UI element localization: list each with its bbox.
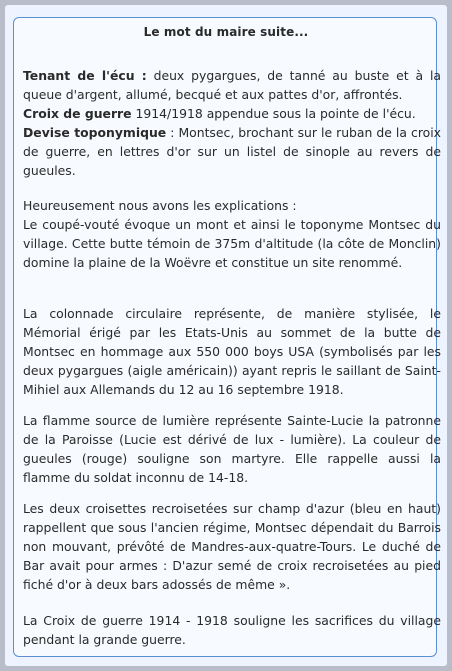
page	[5, 5, 447, 666]
tenants-text: deux pygargues, de tanné au buste et à la queue d'argent, allumé, becqué et aux pattes d'or, affrontés.	[23, 68, 441, 102]
explanations-paragraph: Heureusement nous avons les explications : Le coupé-vouté évoque un mont et ainsi le toponyme Montsec du village. Cette butte témoin de 375m d'altitude (la côte de Monclin) domine la plaine de la Woëvre et constitue un site renommé.	[23, 198, 441, 270]
tenants-label: Tenant de l'écu :	[23, 68, 147, 83]
croisettes-paragraph: Les deux croisettes recroisetées sur champ d'azur (bleu en haut) rappellent que sous l'ancien régime, Montsec dépendait du Barrois non mouvant, prévôté de Mandres-aux-quatre-Tours. Le duché de Bar avait pour armes : D'azur semé de croix recroisetées au pied fiché d'or à deux bars adossés de même ».	[23, 501, 441, 592]
page-title: Le mot du maire suite...	[143, 25, 309, 39]
croix-text: 1914/1918 appendue sous la pointe de l'écu.	[131, 106, 416, 121]
devise-line	[23, 123, 441, 180]
croix-guerre-paragraph: La Croix de guerre 1914 - 1918 souligne les sacrifices du village pendant la grande guerre.	[23, 613, 441, 647]
devise-text: : Montsec, brochant sur le ruban de la croix de guerre, en lettres d'or sur un listel de sinople au revers de gueules.	[23, 125, 441, 178]
devise-label: Devise toponymique	[23, 125, 167, 140]
croix-line	[23, 104, 441, 123]
flamme-paragraph: La flamme source de lumière représente Sainte-Lucie la patronne de la Paroisse (Lucie est dérivé de lux - lumière). La couleur de gueules (rouge) souligne son martyre. Elle rappelle aussi la flamme du soldat inconnu de 14-18.	[23, 413, 441, 485]
heraldry-paragraph	[23, 66, 441, 180]
croix-label: Croix de guerre	[23, 106, 132, 121]
colonnade-paragraph: La colonnade circulaire représente, de manière stylisée, le Mémorial érigé par les Etats-Unis au sommet de la butte de Montsec en hommage aux 550 000 boys USA (symbolisés par les deux pygargues (aigle américain)) ayant repris le saillant de Saint-Mihiel aux Allemands du 12 au 16 septembre 1918.	[23, 306, 441, 397]
tenants-line	[23, 66, 441, 104]
